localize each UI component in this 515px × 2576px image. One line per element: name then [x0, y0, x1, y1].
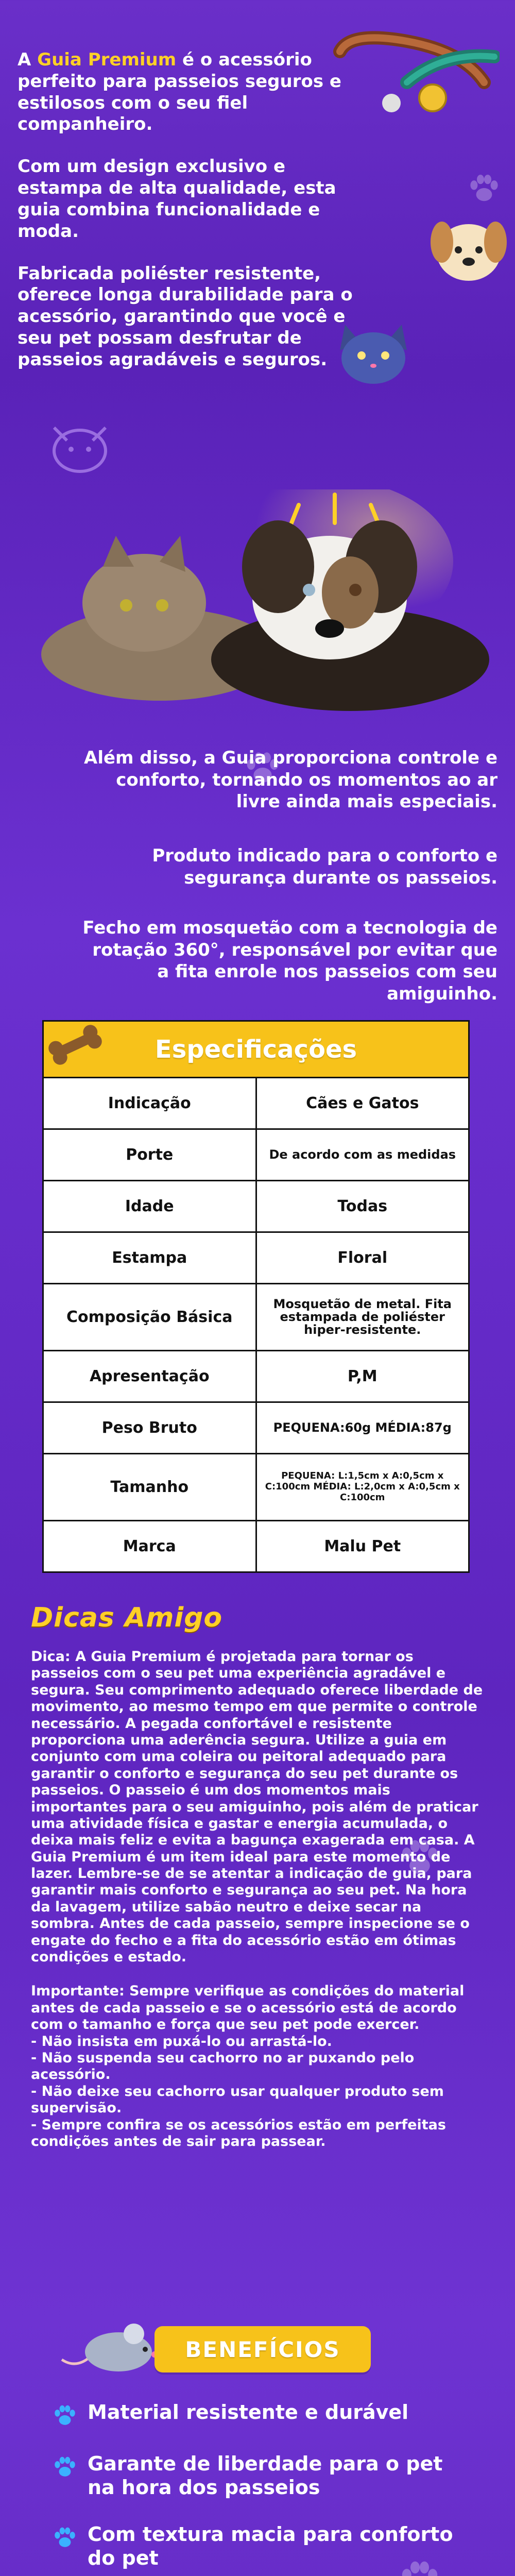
spec-value: Mosquetão de metal. Fita estampada de poliéster hiper-resistente.: [256, 1284, 469, 1351]
tips-title: Dicas Amigo: [31, 1602, 223, 1633]
spec-key: Apresentação: [43, 1351, 256, 1402]
brand-name: Guia Premium: [37, 49, 177, 70]
spec-value: PEQUENA:60g MÉDIA:87g: [256, 1402, 469, 1454]
specifications-header: [42, 1020, 470, 1077]
tips-text: [31, 1649, 484, 2167]
cartoon-dog-icon: [427, 206, 510, 289]
tips-paragraph-2: Importante: Sempre verifique as condições do material antes de cada passeio e se o acessório está de acordo com o tamanho e força que seu pet pode exercer. - Não insista em puxá-lo ou arrastá-lo. - Não suspenda seu cachorro no ar puxando pelo acessório. - Não deixe seu cachorro usar qualquer produto sem supervisão. - Sempre confira se os acessórios estão em perfeitas condições antes de sair para passear.: [31, 1983, 465, 2149]
benefit-text: Garante de liberdade para o pet na hora dos passeios: [88, 2452, 443, 2499]
paw-bullet-icon: [52, 2402, 78, 2429]
table-row: [43, 1351, 469, 1402]
feature-text-3: Fecho em mosquetão com a tecnologia de rotação 360°, responsável por evitar que a fita enrole nos passeios com seu amiguinho.: [82, 918, 497, 1004]
feature-text-2: Produto indicado para o conforto e segurança durante os passeios.: [152, 845, 497, 888]
table-row: [43, 1454, 469, 1521]
spec-key: Estampa: [43, 1232, 256, 1284]
cartoon-cat-icon: [335, 314, 412, 386]
benefits-title: BENEFÍCIOS: [185, 2336, 340, 2362]
paw-print-icon: [466, 170, 502, 206]
dog-and-cat-photo: [21, 489, 494, 711]
table-row: [43, 1181, 469, 1232]
spec-value: Cães e Gatos: [256, 1078, 469, 1129]
table-row: [43, 1129, 469, 1181]
spec-key: Indicação: [43, 1078, 256, 1129]
spec-value: Floral: [256, 1232, 469, 1284]
intro-paragraph-1: A Guia Premium é o acessório perfeito para passeios seguros e estilosos com o seu fiel companheiro.: [18, 49, 341, 135]
specifications-title: Especificações: [154, 1035, 357, 1064]
spec-value: Todas: [256, 1181, 469, 1232]
spec-key: Peso Bruto: [43, 1402, 256, 1454]
spec-key: Marca: [43, 1521, 256, 1572]
list-item: [52, 2452, 474, 2499]
benefits-header: [154, 2326, 371, 2372]
table-row: [43, 1284, 469, 1351]
spec-value: PEQUENA: L:1,5cm x A:0,5cm x C:100cm MÉDIA: L:2,0cm x A:0,5cm x C:100cm: [256, 1454, 469, 1521]
table-row: [43, 1232, 469, 1284]
paw-bullet-icon: [52, 2524, 78, 2551]
spec-rows: [42, 1077, 470, 1573]
toy-mouse-icon: [57, 2318, 160, 2375]
intro-text: [18, 49, 357, 392]
spec-value: Malu Pet: [256, 1521, 469, 1572]
feature-text-1: Além disso, a Guia proporciona controle e conforto, tornando os momentos ao ar livre ainda mais especiais.: [84, 748, 497, 812]
table-row: [43, 1402, 469, 1454]
benefit-text: Material resistente e durável: [88, 2401, 409, 2424]
spec-value: De acordo com as medidas: [256, 1129, 469, 1181]
benefit-text: Com textura macia para conforto do pet: [88, 2523, 453, 2569]
specifications-table: [42, 1020, 470, 1573]
benefits-list: [52, 2401, 474, 2576]
spec-key: Tamanho: [43, 1454, 256, 1521]
bone-icon: [37, 1016, 114, 1073]
list-item: [52, 2401, 474, 2429]
spec-key: Porte: [43, 1129, 256, 1181]
intro-paragraph-3: Fabricada poliéster resistente, oferece longa durabilidade para o acessório, garantindo que você e seu pet possam desfrutar de passeios agradáveis e seguros.: [18, 263, 353, 370]
spec-value: P,M: [256, 1351, 469, 1402]
spec-key: Idade: [43, 1181, 256, 1232]
spec-key: Composição Básica: [43, 1284, 256, 1351]
tips-paragraph-1: Dica: A Guia Premium é projetada para tornar os passeios com o seu pet uma experiência agradável e segura. Seu comprimento adequado oferece liberdade de movimento, ao mesmo tempo em que permite o controle necessário. A pegada confortável e resistente proporciona uma aderência segura. Utilize a guia em conjunto com uma coleira ou peitoral adequado para garantir o conforto e segurança do seu pet durante os passeios. O passeio é um dos momentos mais importantes para o seu amiguinho, pois além de praticar uma atividade física e gastar e energia acumulada, o deixa mais feliz e evita a bagunça exagerada em casa. A Guia Premium é um item ideal para este momento de lazer. Lembre-se de se atentar a indicação de guia, para garantir mais conforto e segurança ao seu pet. Na hora da lavagem, utilize sabão neutro e deixe secar na sombra. Antes de cada passeio, sempre inspecione se o engate do fecho e a fita do acessório estão em ótimas condições e estado.: [31, 1649, 483, 1965]
table-row: [43, 1078, 469, 1129]
table-row: [43, 1521, 469, 1572]
intro-paragraph-2: Com um design exclusivo e estampa de alta qualidade, esta guia combina funcionalidade e moda.: [18, 156, 336, 242]
cat-outline-icon: [46, 412, 113, 474]
paw-bullet-icon: [52, 2453, 78, 2480]
list-item: [52, 2523, 474, 2570]
